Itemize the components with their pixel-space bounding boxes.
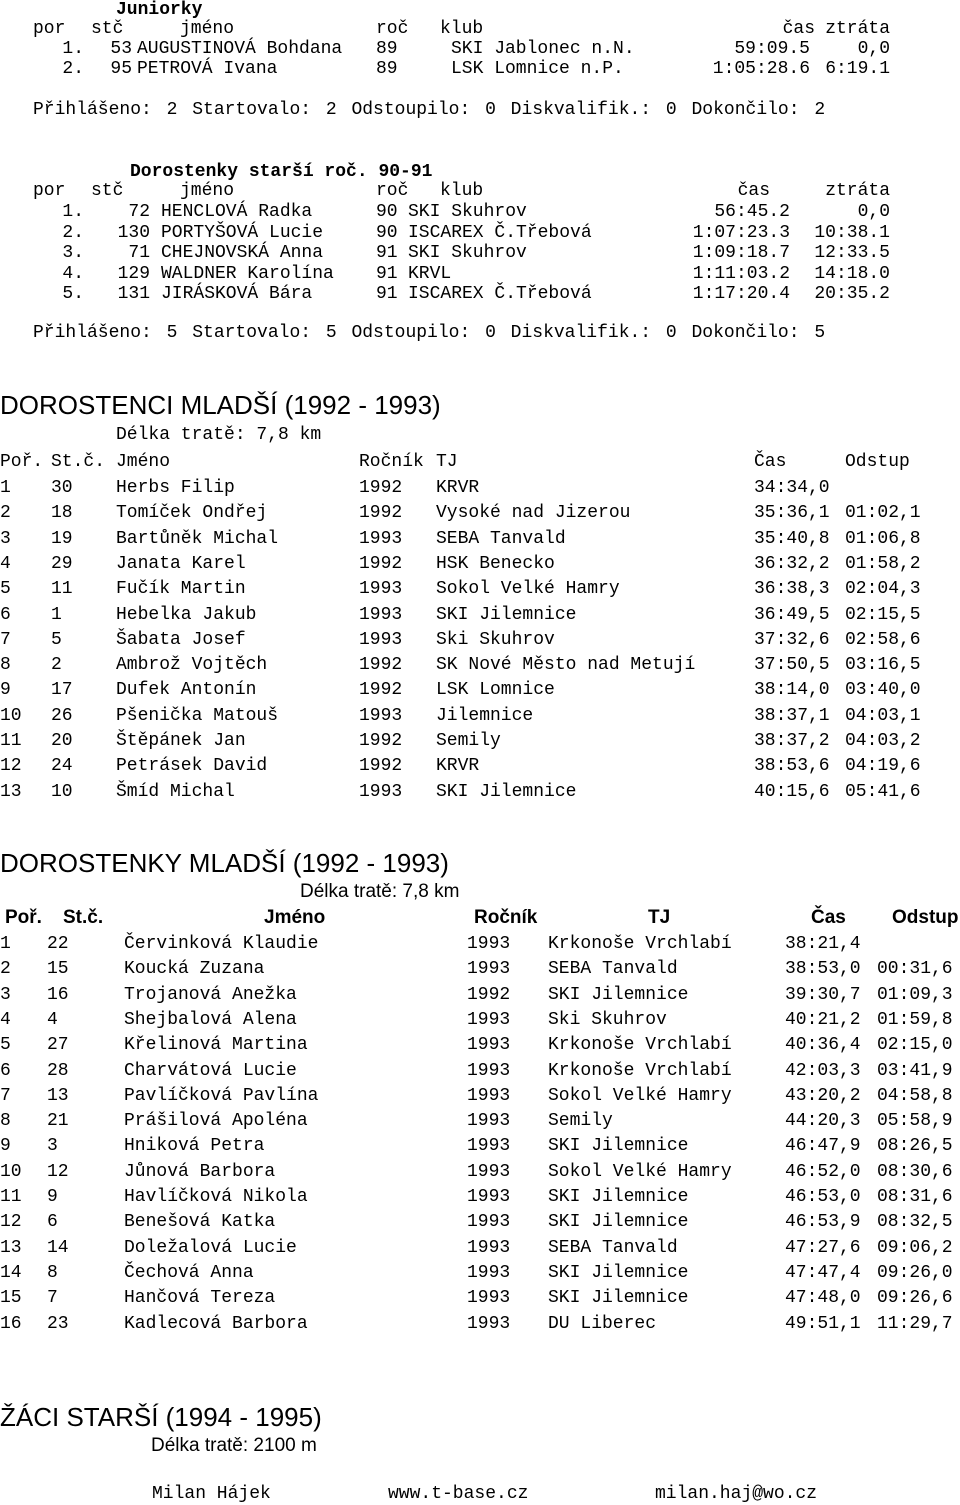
col-stc: stč [91,19,124,39]
table-row: 3. 71 CHEJNOVSKÁ Anna 91 SKI Skuhrov 1:09:18.7 12:33.5 [62,243,890,263]
table-row: 1 22 Červinková Klaudie 1993 Krkonoše Vrchlabí 38:21,4 [0,934,861,954]
table-row: 9 17 Dufek Antonín 1992 LSK Lomnice 38:14,0 03:40,0 [0,680,921,701]
table-row: 5 27 Křelinová Martina 1993 Krkonoše Vrchlabí 40:36,4 02:15,0 [0,1035,953,1056]
table-row: 9 3 Hniková Petra 1993 SKI Jilemnice 46:47,9 08:26,5 [0,1136,953,1157]
col-por: por [33,19,66,39]
table-row: 1. 72 HENCLOVÁ Radka 90 SKI Skuhrov 56:45.2 0,0 [62,202,890,222]
table-row: 6 1 Hebelka Jakub 1993 SKI Jilemnice 36:49,5 02:15,5 [0,604,921,625]
table-row: 2 15 Koucká Zuzana 1993 SEBA Tanvald 38:53,0 00:31,6 [0,959,953,980]
col-cas: čas [782,19,815,39]
section-title: Juniorky [116,0,203,20]
table-row: 14 8 Čechová Anna 1993 SKI Jilemnice 47:47,4 09:26,0 [0,1262,953,1283]
table-row: 7 5 Šabata Josef 1993 Ski Skuhrov 37:32,6 02:58,6 [0,629,921,650]
summary-line: Přihlášeno: 5 Startovalo: 5 Odstoupilo: 0 Diskvalifik.: 0 Dokončilo: 5 [33,323,826,343]
footer-website[interactable]: www.t-base.cz [388,1484,529,1504]
table-row: 4 4 Shejbalová Alena 1993 Ski Skuhrov 40:21,2 01:59,8 [0,1009,953,1030]
table-row: 5 11 Fučík Martin 1993 Sokol Velké Hamry 36:38,3 02:04,3 [0,579,921,600]
col-klub: klub [440,19,484,39]
section-title: Dorostenky starší roč. 90-91 [130,162,433,182]
table-row: 7 13 Pavlíčková Pavlína 1993 Sokol Velké Hamry 43:20,2 04:58,8 [0,1085,953,1106]
table-row: 6 28 Charvátová Lucie 1993 Krkonoše Vrchlabí 42:03,3 03:41,9 [0,1060,953,1081]
table-row: 5. 131 JIRÁSKOVÁ Bára 91 ISCAREX Č.Třebová 1:17:20.4 20:35.2 [62,284,890,304]
table-row: 2. 130 PORTYŠOVÁ Lucie 90 ISCAREX Č.Třebová 1:07:23.3 10:38.1 [62,222,890,243]
section-title: DOROSTENKY MLADŠÍ (1992 - 1993) [0,848,449,878]
course-length: Délka tratě: 2100 m [151,1435,317,1456]
table-row: 10 12 Jůnová Barbora 1993 Sokol Velké Hamry 46:52,0 08:30,6 [0,1161,953,1182]
table-row: 11 20 Štěpánek Jan 1992 Semily 38:37,2 04:03,2 [0,731,921,751]
table-row: 15 7 Hančová Tereza 1993 SKI Jilemnice 47:48,0 09:26,6 [0,1288,953,1309]
course-length: Délka tratě: 7,8 km [116,425,322,445]
col-jmeno: jméno [180,19,235,39]
table-header: por stč jméno roč klub čas ztráta [33,181,890,201]
table-row: 2 18 Tomíček Ondřej 1992 Vysoké nad Jizerou 35:36,1 01:02,1 [0,503,921,524]
table-row: 12 6 Benešová Katka 1993 SKI Jilemnice 46:53,9 08:32,5 [0,1212,953,1233]
table-header: Poř. St.č. Jméno Ročník TJ Čas Odstup [0,452,910,472]
table-row: 12 24 Petrásek David 1992 KRVR 38:53,6 04:19,6 [0,756,921,777]
table-header: Poř. St.č. Jméno Ročník TJ Čas Odstup [5,907,959,928]
col-roc: roč [376,19,409,39]
footer-email[interactable]: milan.haj@wo.cz [655,1484,818,1504]
table-row: 1. 53 AUGUSTINOVÁ Bohdana 89 SKI Jablonec n.N. 59:09.5 0,0 [62,39,890,59]
table-row: 16 23 Kadlecová Barbora 1993 DU Liberec 49:51,1 11:29,7 [0,1313,953,1334]
table-row: 8 2 Ambrož Vojtěch 1992 SK Nové Město nad Metují 37:50,5 03:16,5 [0,655,921,676]
table-row: 1 30 Herbs Filip 1992 KRVR 34:34,0 [0,478,830,498]
course-length: Délka tratě: 7,8 km [300,881,460,902]
table-row: 4. 129 WALDNER Karolína 91 KRVL 1:11:03.2 14:18.0 [62,263,890,284]
table-row: 3 16 Trojanová Anežka 1992 SKI Jilemnice 39:30,7 01:09,3 [0,984,953,1005]
table-row: 3 19 Bartůněk Michal 1993 SEBA Tanvald 35:40,8 01:06,8 [0,528,921,549]
summary-line: Přihlášeno: 2 Startovalo: 2 Odstoupilo: 0 Diskvalifik.: 0 Dokončilo: 2 [33,100,826,120]
table-row: 4 29 Janata Karel 1992 HSK Benecko 36:32,2 01:58,2 [0,553,921,574]
table-row: 11 9 Havlíčková Nikola 1993 SKI Jilemnice 46:53,0 08:31,6 [0,1187,953,1207]
table-row: 10 26 Pšenička Matouš 1993 Jilemnice 38:37,1 04:03,1 [0,705,921,726]
section-title: DOROSTENCI MLADŠÍ (1992 - 1993) [0,390,441,420]
table-row: 13 10 Šmíd Michal 1993 SKI Jilemnice 40:15,6 05:41,6 [0,781,921,802]
table-header [0,18,960,40]
col-ztrata: ztráta [825,19,890,39]
table-row: 2. 95 PETROVÁ Ivana 89 LSK Lomnice n.P. 1:05:28.6 6:19.1 [62,59,890,79]
table-row: 13 14 Doležalová Lucie 1993 SEBA Tanvald 47:27,6 09:06,2 [0,1237,953,1258]
table-row: 8 21 Prášilová Apoléna 1993 Semily 44:20,3 05:58,9 [0,1111,953,1132]
footer-author: Milan Hájek [152,1484,271,1504]
section-title: ŽÁCI STARŠÍ (1994 - 1995) [0,1402,322,1432]
